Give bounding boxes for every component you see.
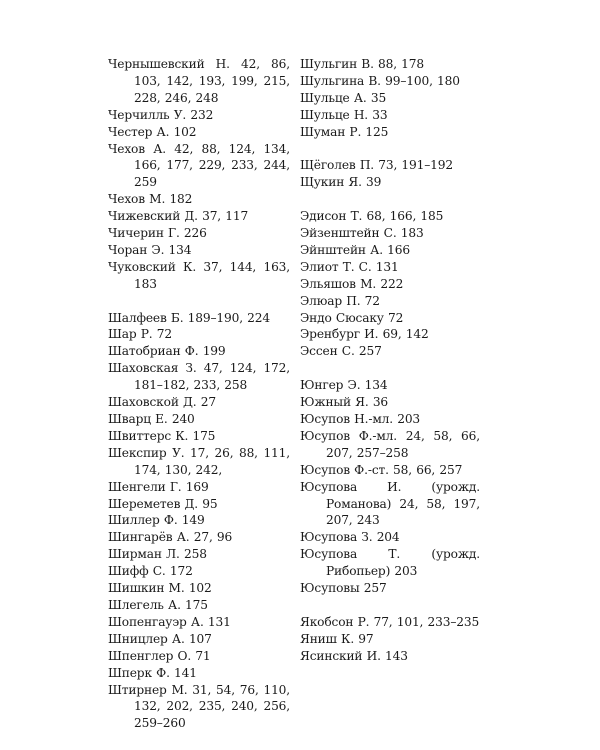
index-entry: Черчилль У. 232	[108, 107, 214, 122]
index-entry: Чехов А. 42, 88, 124, 134, 166, 177, 229, 233, 244, 259	[108, 141, 290, 190]
index-entry: Эйнштейн А. 166	[300, 242, 410, 257]
letter-group-spacer	[108, 293, 290, 310]
index-entry: Шпенглер О. 71	[108, 648, 211, 663]
index-entry: Шаховская З. 47, 124, 172, 181–182, 233, 258	[108, 361, 290, 393]
index-entry: Ширман Л. 258	[108, 547, 207, 562]
index-entry: Чижевский Д. 37, 117	[108, 209, 249, 224]
index-entry: Шаховской Д. 27	[108, 395, 216, 410]
index-entry: Элиот Т. С. 131	[300, 259, 399, 274]
index-entry: Юсупова Т. (урожд. Рибопьер) 203	[300, 547, 480, 579]
index-entry: Шенгели Г. 169	[108, 479, 209, 494]
index-entry: Шницлер А. 107	[108, 631, 212, 646]
index-entry: Юсуповы 257	[300, 581, 387, 596]
index-entry: Эльяшов М. 222	[300, 276, 404, 291]
index-entry: Шишкин М. 102	[108, 581, 212, 596]
index-entry: Шингарёв А. 27, 96	[108, 530, 233, 545]
index-entry: Юсупова З. 204	[300, 530, 400, 545]
index-entry: Элюар П. 72	[300, 293, 380, 308]
index-entry: Шульце Н. 33	[300, 107, 388, 122]
index-entry: Шатобриан Ф. 199	[108, 344, 226, 359]
index-entry: Щукин Я. 39	[300, 175, 382, 190]
index-entry: Шалфеев Б. 189–190, 224	[108, 310, 270, 325]
index-entry: Эссен С. 257	[300, 344, 382, 359]
index-entry: Эдисон Т. 68, 166, 185	[300, 209, 444, 224]
index-entry: Эйзенштейн С. 183	[300, 226, 424, 241]
index-entry: Шлегель А. 175	[108, 597, 208, 612]
index-entry: Ясинский И. 143	[300, 648, 408, 663]
index-entry: Шульгин В. 88, 178	[300, 57, 424, 71]
index-column-right	[300, 56, 480, 665]
index-entry: Южный Я. 36	[300, 395, 389, 410]
letter-group-spacer	[300, 360, 480, 377]
index-entry: Швиттерс К. 175	[108, 428, 216, 443]
index-column-left	[108, 56, 290, 732]
index-entry: Шиллер Ф. 149	[108, 513, 205, 528]
index-entry: Яниш К. 97	[300, 631, 374, 646]
index-entry: Шекспир У. 17, 26, 88, 111, 174, 130, 242,	[108, 445, 290, 477]
index-entry: Шуман Р. 125	[300, 124, 389, 139]
index-entry: Чичерин Г. 226	[108, 226, 207, 241]
index-entry: Шульгина В. 99–100, 180	[300, 73, 460, 88]
index-entry: Шифф С. 172	[108, 564, 193, 579]
index-entry: Эндо Сюсаку 72	[300, 310, 404, 325]
index-entry: Эренбург И. 69, 142	[300, 327, 429, 342]
index-entry: Юсупова И. (урожд. Романова) 24, 58, 197, 207, 243	[300, 479, 480, 528]
index-entry: Чоран Э. 134	[108, 242, 192, 257]
index-entry: Шварц Е. 240	[108, 412, 195, 427]
letter-group-spacer	[300, 141, 480, 158]
index-entry: Шульце А. 35	[300, 90, 387, 105]
index-entry: Юсупов Ф.-мл. 24, 58, 66, 207, 257–258	[300, 428, 480, 460]
index-entry: Шопенгауэр А. 131	[108, 614, 231, 629]
index-entry: Чехов М. 182	[108, 192, 193, 207]
index-entry: Шереметев Д. 95	[108, 496, 218, 511]
index-entry: Шар Р. 72	[108, 327, 172, 342]
index-entry: Штирнер М. 31, 54, 76, 110, 132, 202, 235, 240, 256, 259–260	[108, 682, 290, 731]
index-entry: Шперк Ф. 141	[108, 665, 197, 680]
letter-group-spacer	[300, 597, 480, 614]
index-entry: Юсупов Н.-мл. 203	[300, 411, 421, 426]
index-entry: Честер А. 102	[108, 124, 197, 139]
index-entry: Якобсон Р. 77, 101, 233–235	[300, 614, 480, 629]
index-entry: Чернышевский Н. 42, 86, 103, 142, 193, 199, 215, 228, 246, 248	[108, 57, 290, 105]
index-entry: Щёголев П. 73, 191–192	[300, 158, 453, 173]
index-entry: Чуковский К. 37, 144, 163, 183	[108, 259, 290, 291]
index-entry: Юнгер Э. 134	[300, 378, 388, 393]
index-entry: Юсупов Ф.-ст. 58, 66, 257	[300, 462, 463, 477]
letter-group-spacer	[300, 191, 480, 208]
